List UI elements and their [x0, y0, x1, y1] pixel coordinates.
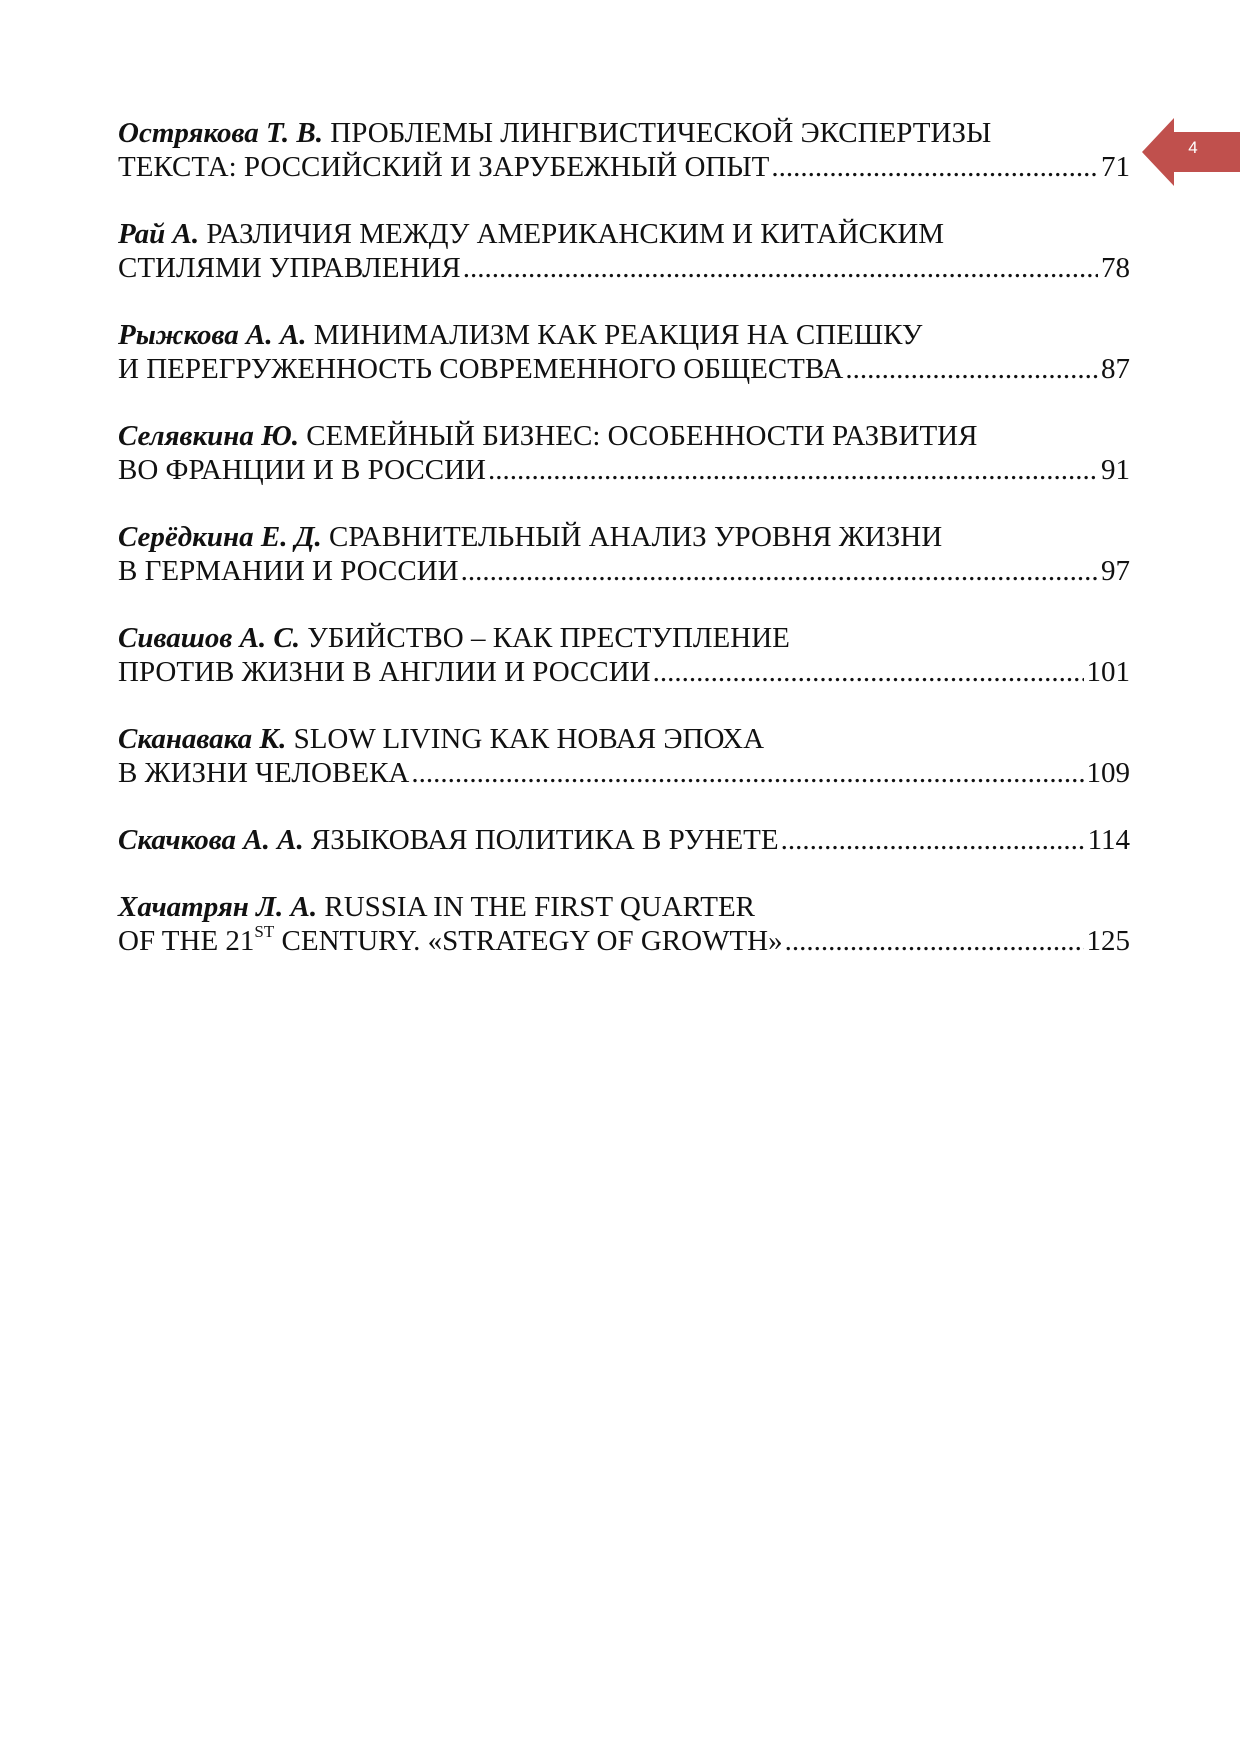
dot-leader [771, 150, 1098, 184]
toc-entry-leader-line [118, 655, 1130, 689]
toc-entry-title-line [118, 419, 1130, 453]
toc-title-part: RUSSIA IN THE FIRST QUARTER [324, 891, 756, 923]
toc-entry-leader-line [118, 756, 1130, 790]
toc-author: Рай А. [118, 218, 200, 250]
toc-entry[interactable] [118, 520, 1130, 588]
toc-entry[interactable] [118, 621, 1130, 689]
toc-entry-title-line [118, 520, 1130, 554]
dot-leader [488, 453, 1098, 487]
toc-author: Селявкина Ю. [118, 420, 300, 452]
toc-entry[interactable] [118, 722, 1130, 790]
toc-entry-leader-line [118, 453, 1130, 487]
table-of-contents [118, 116, 1130, 991]
toc-page-number: 87 [1101, 353, 1130, 385]
toc-page-number: 125 [1086, 925, 1130, 957]
toc-entry-leader-line [118, 352, 1130, 386]
toc-author: Сканавака К. [118, 723, 287, 755]
toc-entry[interactable] [118, 217, 1130, 285]
toc-entry[interactable] [118, 116, 1130, 184]
toc-title-fragment: OF THE 21 [118, 925, 255, 957]
toc-entry-leader-line [118, 251, 1130, 285]
toc-title-part: ПРОТИВ ЖИЗНИ В АНГЛИИ И РОССИИ [118, 656, 651, 688]
toc-entry-leader-line [118, 823, 1130, 857]
toc-entry-leader-line [118, 924, 1130, 958]
page-number: 4 [1188, 138, 1198, 157]
toc-entry-title-line [118, 890, 1130, 924]
dot-leader [785, 924, 1084, 958]
dot-leader [411, 756, 1083, 790]
toc-author: Скачкова А. А. [118, 824, 304, 856]
toc-page-number: 109 [1086, 757, 1130, 789]
toc-page-number: 114 [1087, 824, 1130, 856]
toc-title-part: СРАВНИТЕЛЬНЫЙ АНАЛИЗ УРОВНЯ ЖИЗНИ [329, 521, 943, 553]
dot-leader [461, 554, 1098, 588]
toc-title-fragment: CENTURY. «STRATEGY OF GROWTH» [274, 925, 783, 957]
toc-title-part: ТЕКСТА: РОССИЙСКИЙ И ЗАРУБЕЖНЫЙ ОПЫТ [118, 151, 770, 183]
toc-entry[interactable] [118, 890, 1130, 958]
toc-title-part: ЯЗЫКОВАЯ ПОЛИТИКА В РУНЕТЕ [310, 824, 779, 856]
dot-leader [463, 251, 1098, 285]
toc-entry-leader-line [118, 554, 1130, 588]
toc-page-number: 97 [1101, 555, 1130, 587]
toc-author: Сивашов А. С. [118, 622, 301, 654]
toc-entry-title-line [118, 621, 1130, 655]
toc-title-part: МИНИМАЛИЗМ КАК РЕАКЦИЯ НА СПЕШКУ [313, 319, 923, 351]
toc-title-part: УБИЙСТВО – КАК ПРЕСТУПЛЕНИЕ [307, 622, 790, 654]
dot-leader [781, 823, 1085, 857]
toc-author: Серёдкина Е. Д. [118, 521, 322, 553]
toc-page-number: 91 [1101, 454, 1130, 486]
toc-title-part: СТИЛЯМИ УПРАВЛЕНИЯ [118, 252, 461, 284]
toc-title-part [118, 823, 779, 857]
toc-entry-title-line [118, 722, 1130, 756]
toc-entry-title-line [118, 116, 1130, 150]
toc-page-number: 78 [1101, 252, 1130, 284]
dot-leader [845, 352, 1098, 386]
toc-entry-leader-line [118, 150, 1130, 184]
superscript-text: ST [254, 922, 275, 942]
toc-title-part: РАЗЛИЧИЯ МЕЖДУ АМЕРИКАНСКИМ И КИТАЙСКИМ [206, 218, 945, 250]
toc-author: Острякова Т. В. [118, 117, 324, 149]
toc-title-part [118, 924, 783, 958]
toc-title-part: ПРОБЛЕМЫ ЛИНГВИСТИЧЕСКОЙ ЭКСПЕРТИЗЫ [330, 117, 992, 149]
toc-page-number: 71 [1101, 151, 1130, 183]
toc-author: Хачатрян Л. А. [118, 891, 318, 923]
dot-leader [653, 655, 1084, 689]
toc-title-part: В ЖИЗНИ ЧЕЛОВЕКА [118, 757, 410, 789]
toc-title-part: В ГЕРМАНИИ И РОССИИ [118, 555, 459, 587]
toc-title-part: ВО ФРАНЦИИ И В РОССИИ [118, 454, 486, 486]
toc-page-number: 101 [1086, 656, 1130, 688]
toc-entry-title-line [118, 217, 1130, 251]
toc-title-part: SLOW LIVING КАК НОВАЯ ЭПОХА [293, 723, 765, 755]
toc-entry[interactable] [118, 419, 1130, 487]
toc-entry-title-line [118, 318, 1130, 352]
toc-title-part: И ПЕРЕГРУЖЕННОСТЬ СОВРЕМЕННОГО ОБЩЕСТВА [118, 353, 844, 385]
page-number-marker [1142, 118, 1240, 186]
toc-title-part: СЕМЕЙНЫЙ БИЗНЕС: ОСОБЕННОСТИ РАЗВИТИЯ [306, 420, 978, 452]
toc-entry[interactable] [118, 318, 1130, 386]
toc-entry[interactable] [118, 823, 1130, 857]
toc-author: Рыжкова А. А. [118, 319, 307, 351]
